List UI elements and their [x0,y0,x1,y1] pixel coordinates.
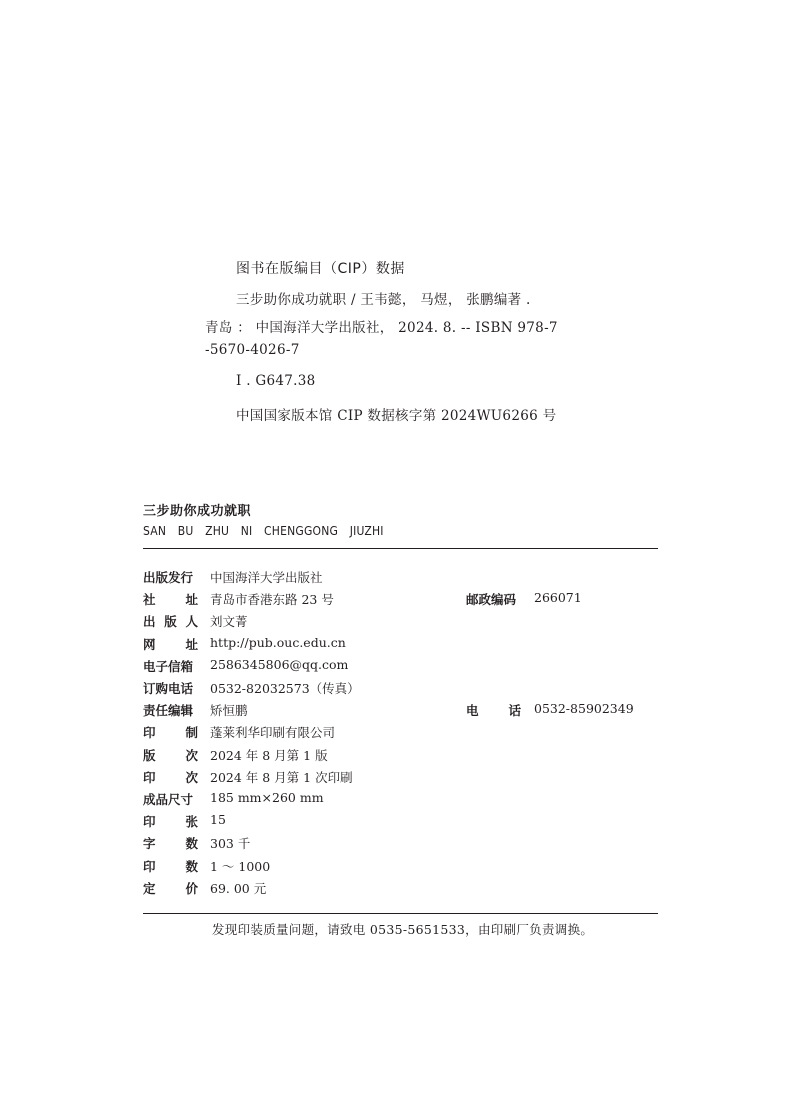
imprint-value: 69. 00 元 [210,880,267,896]
cip-heading: 图书在版编目（CIP）数据 [236,261,405,277]
cip-line-title-authors: 三步助你成功就职 / 王韦懿， 马煜， 张鹏编著 . [236,292,531,308]
imprint-label: 印 次 [143,769,198,785]
imprint-label: 印 张 [143,814,198,830]
imprint-value: 刘文菁 [210,614,248,630]
imprint-label: 社 址 [143,592,198,608]
imprint-label: 印 制 [143,725,198,741]
imprint-right-label: 邮政编码 [466,592,517,608]
cip-line-classification: Ⅰ . G647.38 [236,373,316,389]
imprint-right-label: 电 话 [466,703,521,719]
imprint-value: 1 ～ 1000 [210,858,271,874]
imprint-value: 15 [210,812,226,828]
imprint-value: 矫恒鹏 [210,703,248,719]
imprint-label: 字 数 [143,836,198,852]
imprint-value: 2024 年 8 月第 1 次印刷 [210,769,353,785]
quality-notice: 发现印装质量问题，请致电 0535-5651533，由印刷厂负责调换。 [212,922,594,937]
imprint-value: 185 mm×260 mm [210,790,324,805]
imprint-value: 中国海洋大学出版社 [210,570,323,585]
cip-line-publisher: 青岛 ： 中国海洋大学出版社， 2024. 8. -- ISBN 978-7 [205,320,558,336]
top-divider [143,548,658,549]
imprint-label: 版 次 [143,747,198,763]
book-title: 三步助你成功就职 [143,504,252,519]
imprint-right-value: 266071 [534,590,582,606]
imprint-value: 蓬莱利华印刷有限公司 [210,725,336,741]
imprint-label: 出 版 人 [143,614,198,630]
imprint-label: 电子信箱 [143,658,194,674]
imprint-value: 0532-82032573（传真） [210,681,360,696]
imprint-label: 定 价 [143,880,198,896]
imprint-label: 印 数 [143,858,198,874]
imprint-value: 2024 年 8 月第 1 版 [210,747,328,763]
cip-line-record-number: 中国国家版本馆 CIP 数据核字第 2024WU6266 号 [236,408,557,424]
imprint-value: http://pub.ouc.edu.cn [210,634,346,650]
imprint-label: 责任编辑 [143,703,194,719]
book-pinyin: SAN BU ZHU NI CHENGGONG JIUZHI [143,524,384,538]
imprint-label: 网 址 [143,636,198,652]
bottom-divider [143,913,658,914]
cip-line-isbn-cont: -5670-4026-7 [205,342,300,358]
imprint-label: 出版发行 [143,570,194,585]
imprint-value: 2586345806@qq.com [210,656,349,672]
imprint-label: 订购电话 [143,681,194,696]
imprint-value: 青岛市香港东路 23 号 [210,592,334,608]
imprint-value: 303 千 [210,836,251,852]
imprint-right-value: 0532-85902349 [534,701,634,717]
imprint-label: 成品尺寸 [143,792,194,807]
